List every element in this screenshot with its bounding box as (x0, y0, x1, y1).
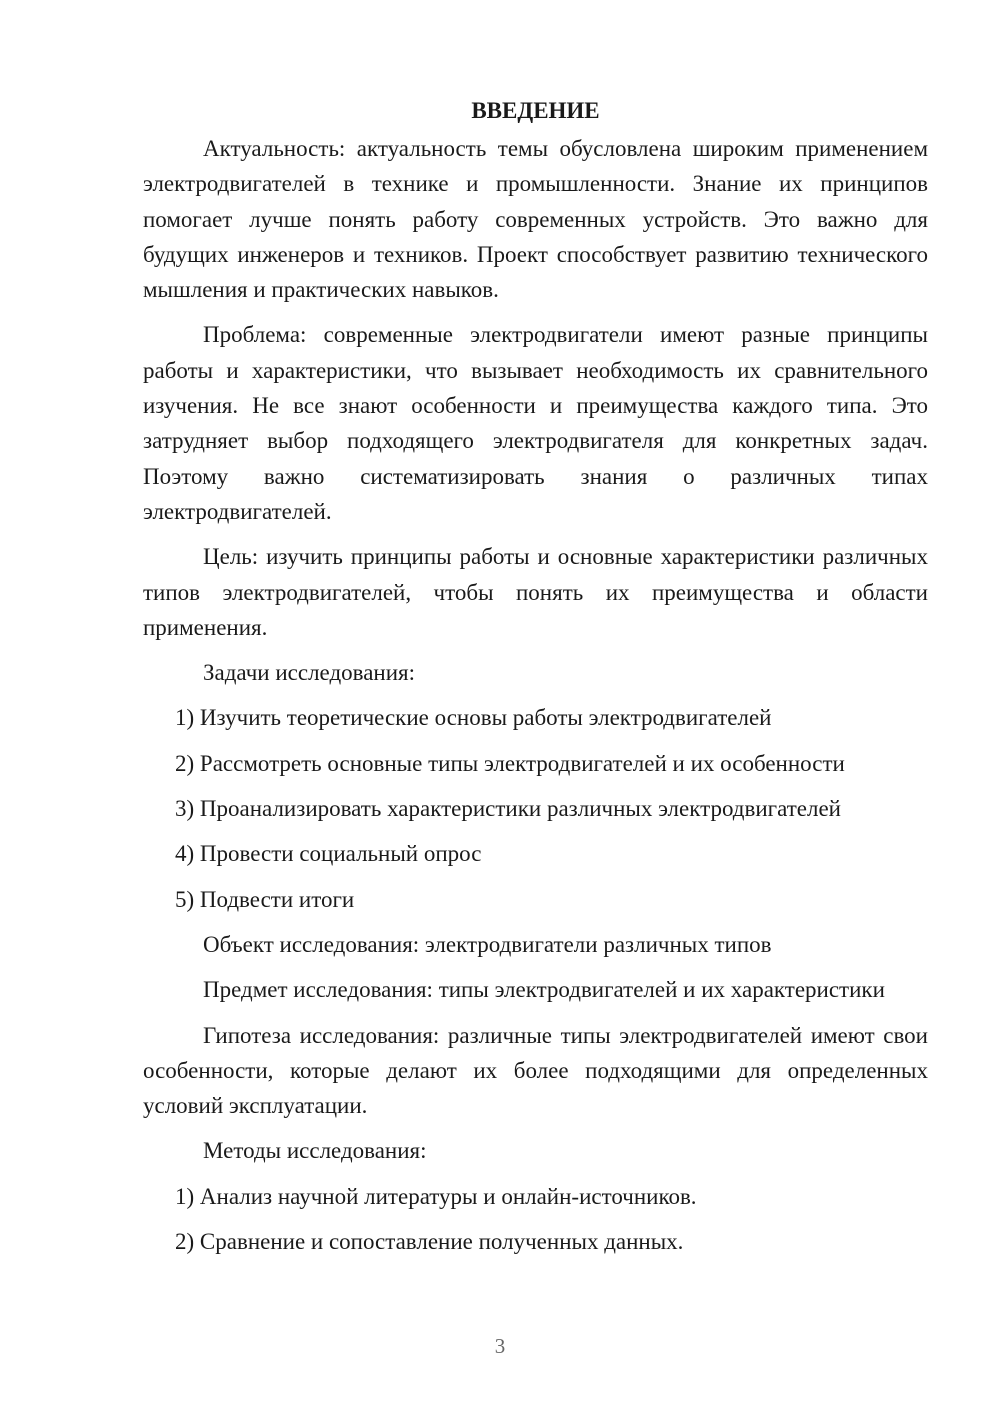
document-page (143, 95, 928, 1269)
section-heading: ВВЕДЕНИЕ (471, 98, 600, 123)
task-item: 2) Рассмотреть основные типы электродвигателей и их особенности (175, 750, 845, 776)
task-item: 5) Подвести итоги (175, 886, 355, 912)
tasks-title: Задачи исследования: (203, 660, 416, 686)
goal-paragraph: Цель: изучить принципы работы и основные характеристики различных типов электродвигателей, чтобы понять их преимущества и области применения. (143, 544, 928, 640)
method-item: 1) Анализ научной литературы и онлайн-источников. (175, 1183, 697, 1209)
problem-paragraph: Проблема: современные электродвигатели имеют разные принципы работы и характеристики, что вызывает необходимость их сравнительного изучения. Не все знают особенности и преимущества каждого типа. Это затрудняет выбор подходящего электродвигателя для конкретных задач. Поэтому важно систематизировать знания о различных типах электродвигателей. (143, 322, 928, 524)
task-item: 3) Проанализировать характеристики различных электродвигателей (175, 796, 841, 822)
methods-title: Методы исследования: (203, 1138, 427, 1164)
task-item: 4) Провести социальный опрос (175, 841, 482, 867)
page-number: 3 (494, 1334, 506, 1358)
method-item: 2) Сравнение и сопоставление полученных данных. (175, 1229, 684, 1255)
relevance-paragraph: Актуальность: актуальность темы обусловлена широким применением электродвигателей в технике и промышленности. Знание их принципов помогает лучше понять работу современных устройств. Это важно для будущих инженеров и техников. Проект способствует развитию технического мышления и практических навыков. (143, 136, 928, 303)
object-paragraph: Объект исследования: электродвигатели различных типов (203, 931, 772, 957)
task-item: 1) Изучить теоретические основы работы электродвигателей (175, 705, 772, 731)
hypothesis-paragraph: Гипотеза исследования: различные типы электродвигателей имеют свои особенности, которые делают их более подходящими для определенных условий эксплуатации. (143, 1022, 928, 1119)
subject-paragraph: Предмет исследования: типы электродвигателей и их характеристики (203, 977, 885, 1003)
